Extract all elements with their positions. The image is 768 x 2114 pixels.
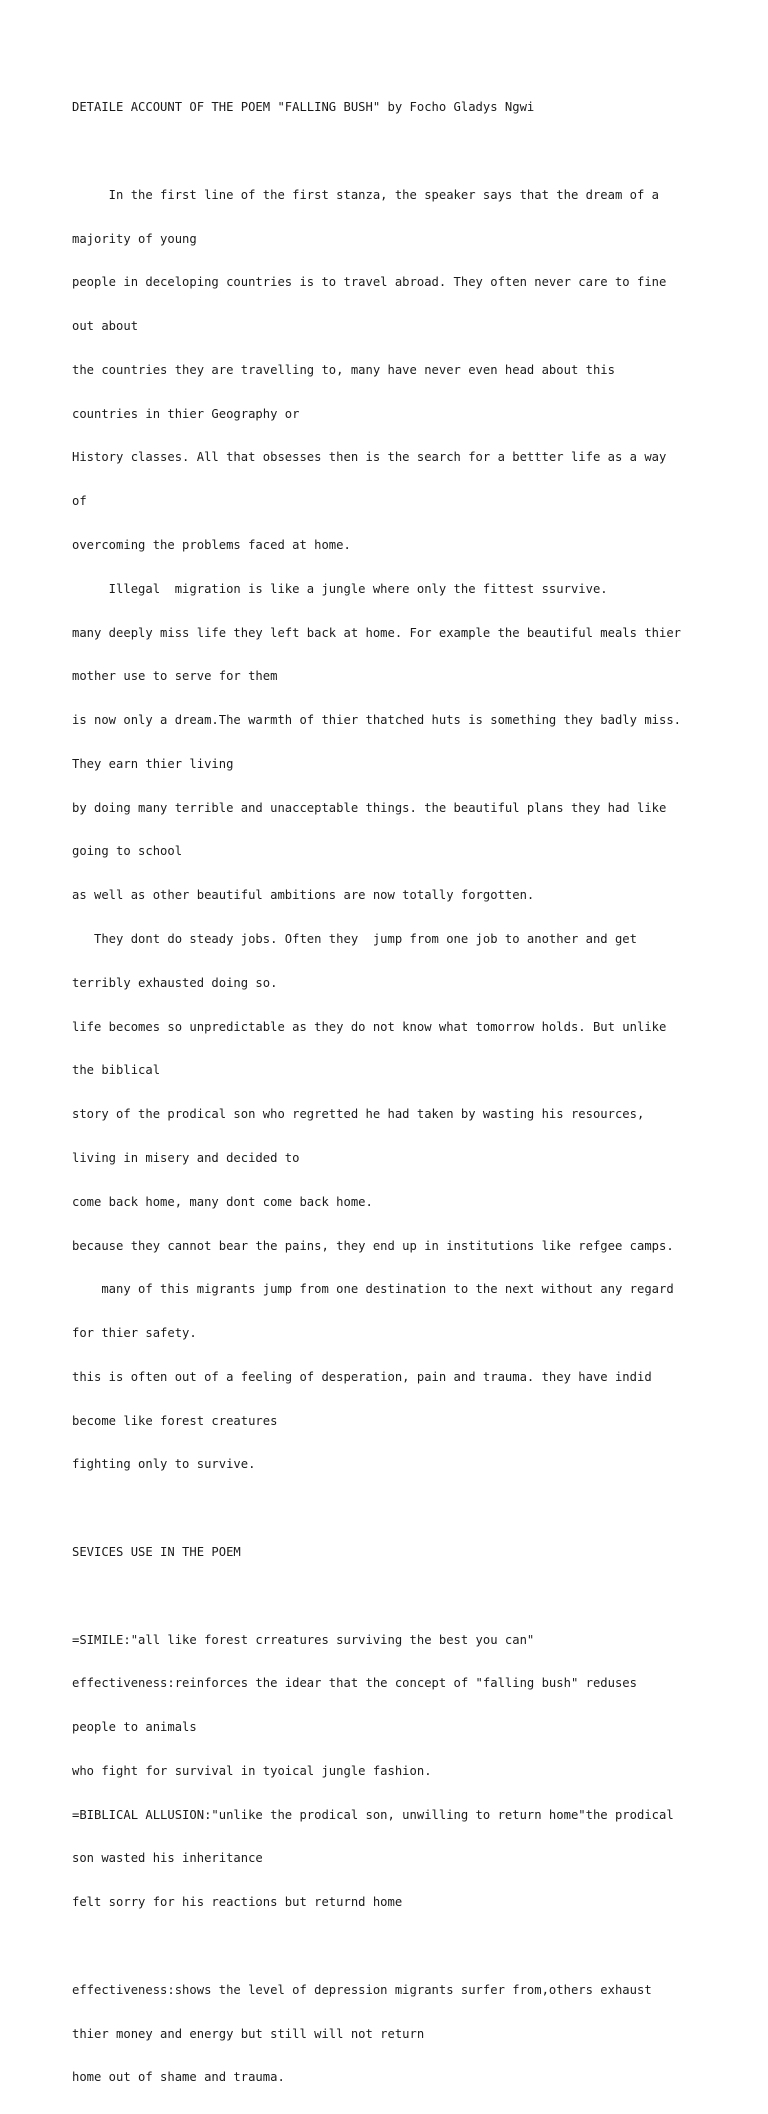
jobs-paragraph: They dont do steady jobs. Often they jump from one job to another and get bbox=[72, 932, 637, 947]
text-line: History classes. All that obsesses then is the search for a bettter life as a way bbox=[72, 450, 667, 465]
text-line: going to school bbox=[72, 844, 183, 859]
blank-line bbox=[72, 144, 712, 159]
text-line: come back home, many dont come back home. bbox=[72, 1194, 373, 1209]
text-line: as well as other beautiful ambitions are now totally forgotten. bbox=[72, 888, 535, 903]
text-line: for thier safety. bbox=[72, 1326, 197, 1341]
text-line: out about bbox=[72, 319, 139, 334]
text-line: effectiveness:reinforces the idear that the concept of "falling bush" reduses bbox=[72, 1676, 637, 1691]
text-line: thier money and energy but still will not return bbox=[72, 2026, 425, 2041]
simile-entry: =SIMILE:"all like forest crreatures surviving the best you can" bbox=[72, 1632, 535, 1647]
text-line: by doing many terrible and unacceptable things. the beautiful plans they had like bbox=[72, 800, 667, 815]
document-title: DETAILE ACCOUNT OF THE POEM "FALLING BUSH" by Focho Gladys Ngwi bbox=[72, 100, 535, 115]
text-line: son wasted his inheritance bbox=[72, 1851, 263, 1866]
blank-line bbox=[72, 1589, 712, 1604]
text-line: the countries they are travelling to, many have never even head about this bbox=[72, 362, 615, 377]
text-line: overcoming the problems faced at home. bbox=[72, 538, 351, 552]
stanza-one-paragraph: In the first line of the first stanza, the speaker says that the dream of a bbox=[72, 187, 659, 202]
text-line: terribly exhausted doing so. bbox=[72, 975, 278, 990]
text-line: They earn thier living bbox=[72, 756, 234, 771]
destination-paragraph: many of this migrants jump from one destination to the next without any regard bbox=[72, 1282, 674, 1297]
migration-paragraph: Illegal migration is like a jungle where only the fittest ssurvive. bbox=[72, 581, 608, 596]
text-line: fighting only to survive. bbox=[72, 1457, 256, 1472]
text-line: because they cannot bear the pains, they end up in institutions like refgee camps. bbox=[72, 1238, 674, 1253]
blank-line bbox=[72, 1939, 712, 1954]
text-line: people to animals bbox=[72, 1720, 197, 1735]
text-line: living in misery and decided to bbox=[72, 1150, 300, 1165]
biblical-allusion-entry: =BIBLICAL ALLUSION:"unlike the prodical son, unwilling to return home"the prodical bbox=[72, 1807, 674, 1822]
text-line: who fight for survival in tyoical jungle fashion. bbox=[72, 1763, 432, 1778]
text-line: many deeply miss life they left back at home. For example the beautiful meals thier bbox=[72, 625, 682, 640]
text-line: majority of young bbox=[72, 231, 197, 246]
document-body bbox=[72, 71, 712, 2114]
text-line: life becomes so unpredictable as they do not know what tomorrow holds. But unlike bbox=[72, 1019, 667, 1034]
blank-line bbox=[72, 1501, 712, 1516]
text-line: this is often out of a feeling of desperation, pain and trauma. they have indid bbox=[72, 1369, 652, 1384]
text-line: countries in thier Geography or bbox=[72, 406, 300, 421]
text-line: become like forest creatures bbox=[72, 1413, 278, 1428]
text-line: of bbox=[72, 494, 87, 509]
text-line: felt sorry for his reactions but returnd home bbox=[72, 1895, 403, 1910]
text-line: the biblical bbox=[72, 1063, 161, 1078]
text-line: home out of shame and trauma. bbox=[72, 2070, 285, 2085]
devices-heading: SEVICES USE IN THE POEM bbox=[72, 1544, 241, 1559]
text-line: is now only a dream.The warmth of thier thatched huts is something they badly miss. bbox=[72, 713, 682, 728]
effectiveness-entry: effectiveness:shows the level of depression migrants surfer from,others exhaust bbox=[72, 1982, 652, 1997]
text-line: people in deceloping countries is to travel abroad. They often never care to fine bbox=[72, 275, 667, 290]
text-line: story of the prodical son who regretted he had taken by wasting his resources, bbox=[72, 1107, 645, 1122]
text-line: mother use to serve for them bbox=[72, 669, 278, 684]
